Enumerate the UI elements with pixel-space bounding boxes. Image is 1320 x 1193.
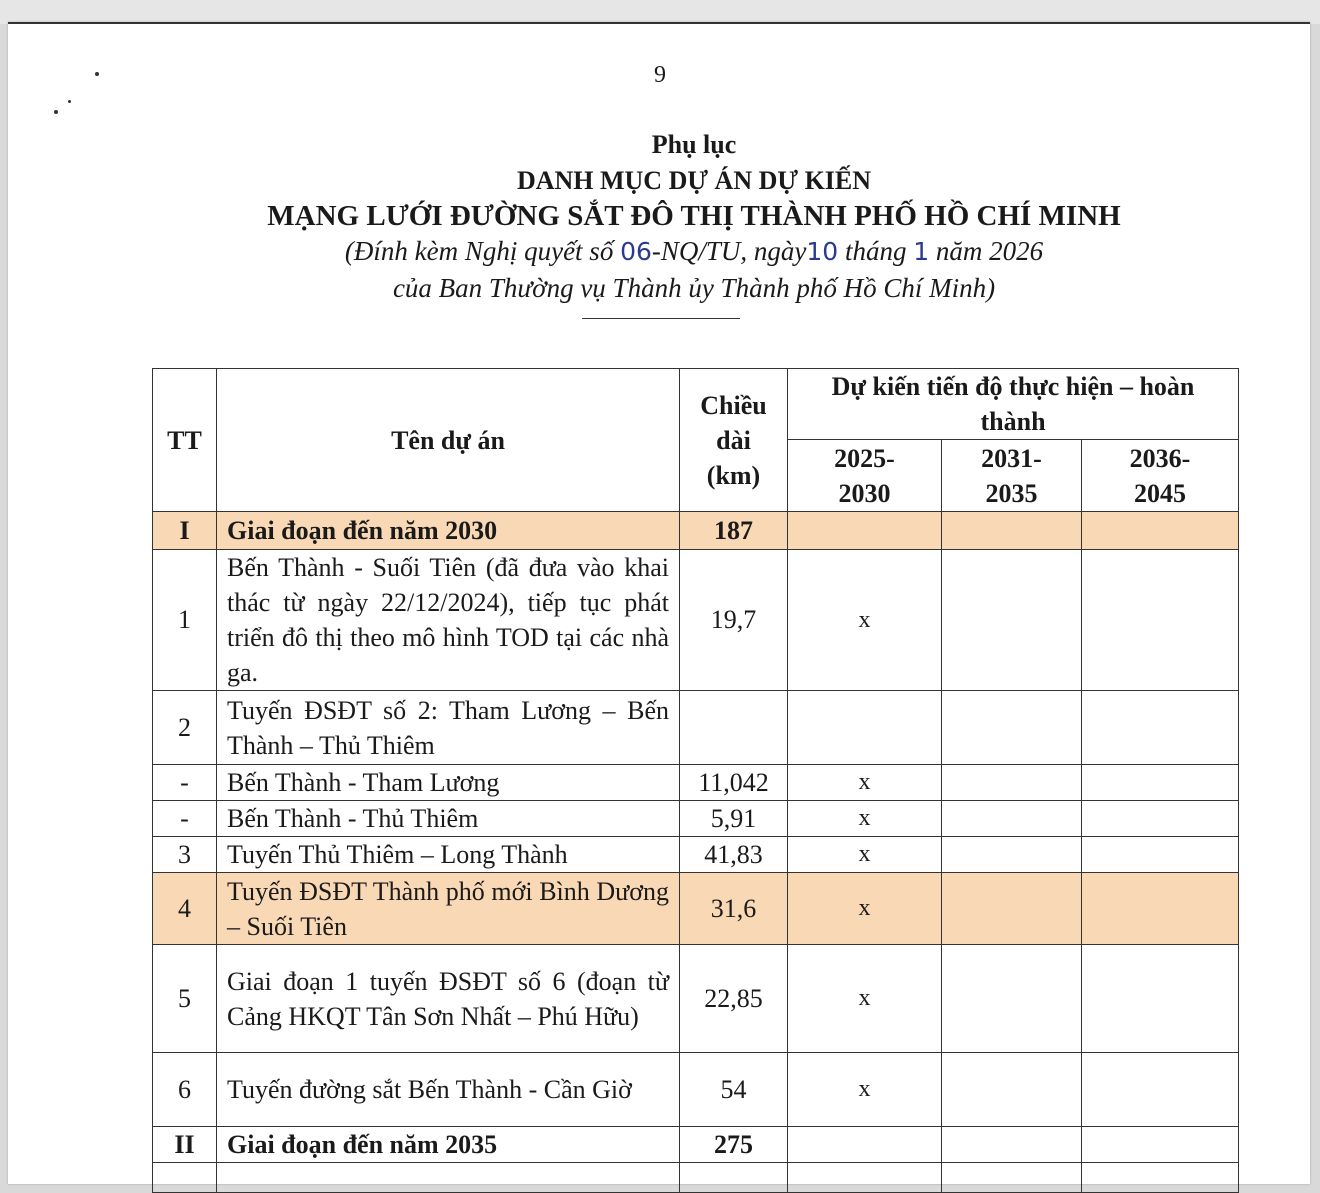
- cell-period-2: [942, 691, 1082, 765]
- cell-period-2: [942, 1127, 1082, 1163]
- handwritten-day: 10: [806, 237, 839, 266]
- cell-length: 22,85: [680, 945, 788, 1053]
- cell-length: 275: [680, 1127, 788, 1163]
- cell-period-2: [942, 512, 1082, 550]
- table-row: [153, 873, 1239, 945]
- cell-period-1: x: [788, 550, 942, 691]
- cell-period-1: x: [788, 945, 942, 1053]
- cell-project-name: Bến Thành - Thủ Thiêm: [217, 801, 680, 837]
- cell-tt: -: [153, 801, 217, 837]
- cell-period-3: [1082, 1127, 1239, 1163]
- cell-period-1: x: [788, 1053, 942, 1127]
- cell-period-1: x: [788, 801, 942, 837]
- table-row: [153, 1127, 1239, 1163]
- cell-period-3: [1082, 691, 1239, 765]
- table-row: [153, 801, 1239, 837]
- cell-tt: 2: [153, 691, 217, 765]
- appendix-title: Phụ lục: [651, 130, 737, 159]
- cell-length: 31,6: [680, 873, 788, 945]
- cell-period-3: [1082, 873, 1239, 945]
- handwritten-month: 1: [913, 237, 930, 266]
- cell-tt: 4: [153, 873, 217, 945]
- cell-period-1: [788, 691, 942, 765]
- cell-tt: 5: [153, 945, 217, 1053]
- cell-tt: -: [153, 765, 217, 801]
- cell-project-name: Giai đoạn 1 tuyến ĐSĐT số 6 (đoạn từ Cảng HKQT Tân Sơn Nhất – Phú Hữu): [217, 945, 680, 1053]
- document-title: DANH MỤC DỰ ÁN DỰ KIẾN: [516, 166, 872, 195]
- cell-tt: 1: [153, 550, 217, 691]
- header-period-2031-2035: 2031-2035: [942, 440, 1082, 512]
- cell-length: 187: [680, 512, 788, 550]
- cell-period-3: [1082, 837, 1239, 873]
- table-row: [153, 945, 1239, 1053]
- attachment-note: (Đính kèm Nghị quyết số 06-NQ/TU, ngày10 tháng 1 năm 2026: [344, 236, 1044, 266]
- cell-project-name: Bến Thành - Tham Lương: [217, 765, 680, 801]
- cell-project-name: Giai đoạn đến năm 2035: [217, 1127, 680, 1163]
- cell-project-name: Tuyến Thủ Thiêm – Long Thành: [217, 837, 680, 873]
- header-progress: Dự kiến tiến độ thực hiện – hoàn thành: [788, 369, 1239, 440]
- cell-period-1: [788, 512, 942, 550]
- cell-tt: 3: [153, 837, 217, 873]
- cell-length: 54: [680, 1053, 788, 1127]
- cell-period-2: [942, 945, 1082, 1053]
- page-number: 9: [654, 62, 666, 88]
- table-row: [153, 550, 1239, 691]
- cell-length: 41,83: [680, 837, 788, 873]
- cell-period-2: [942, 550, 1082, 691]
- viewer-top-bar: [0, 0, 1320, 24]
- header-length: Chiều dài (km): [680, 369, 788, 512]
- cell-project-name: Tuyến đường sắt Bến Thành - Cần Giờ: [217, 1053, 680, 1127]
- scan-speck: [54, 110, 58, 114]
- cell-project-name: Tuyến ĐSĐT số 2: Tham Lương – Bến Thành – Thủ Thiêm: [217, 691, 680, 765]
- title-divider: [582, 318, 740, 319]
- table-row: [153, 512, 1239, 550]
- cell-period-3: [1082, 550, 1239, 691]
- table-row: [153, 837, 1239, 873]
- cell-length: 11,042: [680, 765, 788, 801]
- table-row: [153, 1053, 1239, 1127]
- cell-tt: II: [153, 1127, 217, 1163]
- cell-period-1: [788, 1127, 942, 1163]
- header-period-2025-2030: 2025-2030: [788, 440, 942, 512]
- handwritten-resolution-number: 06: [620, 237, 652, 266]
- cell-period-1: x: [788, 873, 942, 945]
- header-tt: TT: [153, 369, 217, 512]
- cell-period-3: [1082, 1053, 1239, 1127]
- scan-speck: [68, 100, 71, 103]
- cell-length: 5,91: [680, 801, 788, 837]
- cell-period-2: [942, 837, 1082, 873]
- table-row-cut-off: [153, 1163, 1239, 1193]
- cell-project-name: Giai đoạn đến năm 2030: [217, 512, 680, 550]
- table-row: [153, 691, 1239, 765]
- cell-project-name: Tuyến ĐSĐT Thành phố mới Bình Dương – Suối Tiên: [217, 873, 680, 945]
- cell-tt: I: [153, 512, 217, 550]
- cell-project-name: Bến Thành - Suối Tiên (đã đưa vào khai thác từ ngày 22/12/2024), tiếp tục phát triển đô thị theo mô hình TOD tại các nhà ga.: [217, 550, 680, 691]
- cell-length: 19,7: [680, 550, 788, 691]
- issuer-note: của Ban Thường vụ Thành ủy Thành phố Hồ Chí Minh): [392, 273, 996, 303]
- cell-period-2: [942, 801, 1082, 837]
- cell-period-1: x: [788, 765, 942, 801]
- document-subtitle: MẠNG LƯỚI ĐƯỜNG SẮT ĐÔ THỊ THÀNH PHỐ HỒ CHÍ MINH: [267, 200, 1121, 232]
- header-project-name: Tên dự án: [217, 369, 680, 512]
- cell-period-3: [1082, 765, 1239, 801]
- cell-length: [680, 691, 788, 765]
- header-period-2036-2045: 2036-2045: [1082, 440, 1239, 512]
- cell-period-2: [942, 1053, 1082, 1127]
- project-table: [152, 368, 1239, 1193]
- cell-period-3: [1082, 512, 1239, 550]
- cell-period-3: [1082, 801, 1239, 837]
- table-row: [153, 765, 1239, 801]
- cell-period-3: [1082, 945, 1239, 1053]
- cell-period-2: [942, 765, 1082, 801]
- cell-period-2: [942, 873, 1082, 945]
- cell-period-1: x: [788, 837, 942, 873]
- cell-tt: 6: [153, 1053, 217, 1127]
